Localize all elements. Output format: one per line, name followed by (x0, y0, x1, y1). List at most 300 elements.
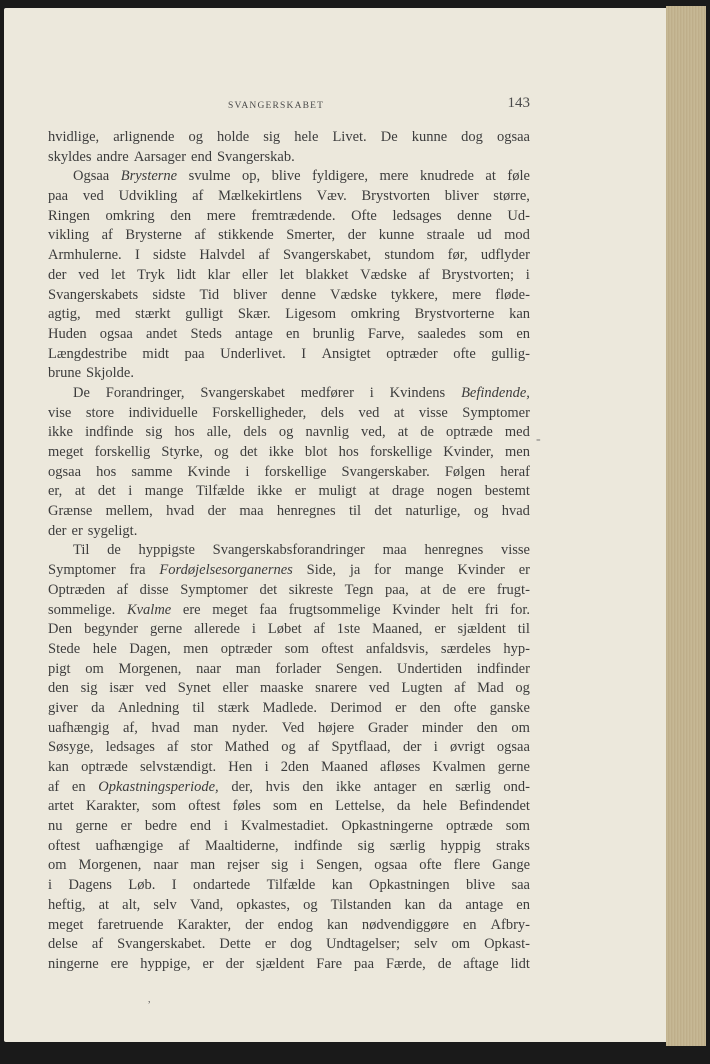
text-line (48, 325, 530, 345)
word: selv (153, 896, 177, 913)
word: I (171, 877, 177, 894)
word: brune (48, 365, 82, 382)
word: paa (353, 955, 375, 972)
word: blive (271, 168, 301, 185)
word: Sengen, (316, 857, 363, 874)
word: er, (48, 483, 63, 500)
word: dog (461, 129, 483, 145)
word: ved (368, 680, 390, 697)
text-line (48, 522, 530, 542)
word: de (107, 542, 121, 559)
word: fløde- (495, 286, 530, 303)
word: at (485, 168, 496, 185)
word: Tilfælde (196, 483, 245, 500)
word: sidste (153, 247, 187, 264)
word: optræde (81, 759, 128, 775)
word: allerede (194, 621, 240, 638)
word: hele (422, 798, 447, 815)
word: Stede (48, 640, 81, 657)
word: fra (129, 562, 146, 579)
word: frugtsommelige (288, 601, 381, 618)
word: naar (196, 660, 222, 677)
word: Kvindens (389, 384, 446, 401)
word: kunne (378, 227, 415, 244)
word: eller (222, 680, 249, 697)
word: Farve, (367, 325, 405, 342)
word: den (48, 680, 69, 697)
word: Styrke, (161, 444, 203, 460)
word: Opkastningen (369, 877, 450, 894)
word: Forskelligheder, (212, 404, 307, 421)
word: omkring (105, 207, 155, 224)
word: Derimod (330, 699, 382, 716)
text-line (48, 502, 530, 522)
word: visse (500, 542, 530, 559)
text-line (48, 423, 530, 443)
word: indfinde (293, 837, 343, 854)
word: er (518, 562, 530, 579)
word: gulligt (185, 306, 224, 323)
word: nødvendiggøre (361, 916, 449, 933)
word: sig (357, 837, 375, 854)
word: Huden (48, 325, 87, 342)
word: som (479, 325, 504, 342)
word: hos (338, 444, 359, 460)
word: ere (110, 955, 129, 972)
word: og (473, 503, 489, 520)
word: de (437, 955, 452, 972)
word: Halvdel (199, 247, 246, 264)
word: er (294, 483, 306, 500)
word: Afbry- (490, 916, 530, 933)
word: op, (241, 168, 261, 185)
word: at (368, 483, 380, 500)
word: Madlede. (262, 699, 317, 716)
text-line (48, 876, 530, 896)
word: Svangerskabet (200, 384, 285, 401)
word: at (98, 896, 110, 913)
word: straks (496, 837, 530, 854)
word: ikke (257, 483, 283, 500)
word: da (438, 896, 453, 913)
word: Ligesom (285, 306, 336, 323)
italic-word: Befindende, (461, 384, 530, 401)
text-line (48, 955, 530, 975)
word: andre (96, 148, 129, 165)
word: en (309, 798, 323, 815)
text-line (48, 679, 530, 699)
text-line (48, 856, 530, 876)
word: forskellige (264, 463, 327, 480)
word: er (395, 699, 407, 716)
word: kan (327, 916, 348, 933)
word: I (134, 247, 140, 264)
word: hyppigste (138, 542, 195, 559)
word: Grænse (48, 503, 93, 520)
word: Gange (492, 857, 530, 874)
word: ere (182, 601, 201, 618)
word: Opkast- (484, 936, 530, 953)
word: indfinder (476, 660, 530, 677)
word: Fare (316, 955, 343, 972)
word: ofte (453, 699, 477, 716)
word: Karakter, (85, 798, 140, 815)
word: hos (174, 424, 195, 441)
word: Udvikling (118, 188, 178, 205)
text-line (48, 148, 530, 168)
word: Færde, (385, 955, 426, 972)
word: let (110, 266, 126, 283)
word: om (511, 719, 530, 736)
word: Svangerskabets (48, 286, 139, 303)
word: fyldigere, (312, 168, 369, 185)
text-line (48, 758, 530, 778)
text-line (48, 797, 530, 817)
word: i (251, 621, 256, 638)
word: sjældent (457, 621, 506, 638)
word: er (202, 955, 214, 972)
word: men (183, 640, 209, 657)
word: heftig, (48, 896, 86, 913)
italic-word: Kvalme (126, 601, 172, 618)
word: af (167, 739, 179, 756)
word: hyppige, (140, 955, 191, 972)
word: især (109, 680, 134, 697)
word: Ved (281, 719, 305, 736)
word: paa (48, 188, 69, 205)
text-line (48, 345, 530, 365)
word: maa (239, 503, 264, 520)
word: opkastes, (236, 896, 290, 913)
word: Vædske (330, 286, 377, 303)
word: Brystvorterne (414, 306, 495, 323)
word: arlignende (113, 129, 175, 145)
word: bliver (233, 286, 268, 303)
word: at (420, 581, 431, 598)
word: midt (142, 345, 170, 362)
body-text (48, 128, 530, 975)
word: Ogsaa (73, 168, 110, 185)
word: udflyder (480, 247, 530, 264)
word: hos (96, 463, 117, 480)
word: af (91, 936, 104, 953)
word: eller (241, 266, 268, 283)
word: den (476, 719, 498, 736)
text-line (48, 305, 530, 325)
word: de (420, 424, 434, 441)
word: paa (184, 345, 205, 362)
word: stærk (217, 699, 250, 716)
word: ikke (268, 444, 294, 460)
word: dels (243, 424, 267, 441)
word: man (193, 719, 219, 736)
word: af (418, 266, 430, 283)
text-line (48, 443, 530, 463)
word: Undtagelser; (325, 936, 401, 953)
word: ja (349, 562, 361, 579)
word: nu (48, 818, 63, 835)
word: store (85, 404, 114, 421)
word: i (525, 266, 530, 283)
word: Skær. (237, 306, 271, 323)
word: kan (509, 306, 530, 323)
word: maaske (259, 680, 304, 697)
word: som (284, 640, 309, 657)
word: som (151, 798, 177, 815)
word: selv (414, 936, 438, 953)
word: hvad (501, 503, 530, 520)
word: men (505, 444, 530, 460)
word: af (116, 581, 129, 598)
word: af (194, 227, 206, 244)
word: med (504, 424, 530, 441)
word: forlader (275, 660, 322, 677)
word: skyldes (48, 148, 92, 165)
word: Tryk (137, 266, 165, 283)
word: og (278, 424, 294, 441)
word: højere (317, 719, 355, 736)
text-line (48, 128, 530, 148)
word: der (245, 916, 264, 933)
word: Aarsager (133, 148, 187, 165)
text-line (48, 541, 530, 561)
word: der (402, 739, 422, 756)
word: minder (421, 719, 463, 736)
word: før, (447, 247, 468, 264)
word: Svangerskab. (216, 148, 295, 165)
text-line (48, 935, 530, 955)
word: nogen (436, 483, 473, 500)
word: Mad (477, 680, 504, 697)
word: navnlig (305, 424, 349, 441)
word: De (380, 129, 398, 145)
word: meget (48, 444, 84, 460)
word: giver (48, 699, 78, 716)
word: bedre (144, 818, 178, 835)
word: forskellige (370, 444, 433, 460)
word: særlig (455, 778, 491, 795)
word: bestemt (484, 483, 530, 500)
word: er (120, 818, 132, 835)
word: gullig- (491, 345, 530, 362)
word: lidt (510, 955, 530, 972)
text-line (48, 620, 530, 640)
word: ud (477, 227, 492, 244)
word: den (419, 699, 441, 716)
word: 2den (280, 759, 309, 775)
word: 1ste (336, 621, 361, 638)
word: der (48, 522, 67, 539)
word: snarere (315, 680, 358, 697)
word: afløses (379, 759, 421, 775)
word: Symptomer (180, 581, 248, 598)
text-line (48, 738, 530, 758)
word: dels (320, 404, 345, 421)
word: ogsaa (99, 325, 133, 342)
word: Vædske (360, 266, 407, 283)
word: ved, (361, 424, 386, 441)
word: man (235, 660, 261, 677)
word: lidt (176, 266, 196, 283)
word: anfaldsvis, (366, 640, 429, 657)
word: det (374, 503, 393, 520)
word: meget (212, 601, 248, 618)
word: til (348, 503, 362, 520)
word: Dette (219, 936, 251, 953)
word: der (207, 503, 227, 520)
word: oftest (188, 798, 221, 815)
word: da (396, 798, 411, 815)
word: Skjolde. (86, 365, 134, 382)
word: af (192, 188, 204, 205)
word: end (191, 148, 212, 165)
word: alt, (122, 896, 141, 913)
word: klar (207, 266, 231, 283)
text-line (48, 246, 530, 266)
italic-word: Fordøjelsesorganernes (159, 562, 293, 579)
word: hvad (151, 719, 180, 736)
word: en (71, 778, 86, 795)
word: optræder (220, 640, 273, 657)
word: Væv. (316, 188, 347, 205)
word: blive (466, 877, 496, 894)
word: ved (358, 404, 380, 421)
word: aftage (463, 955, 499, 972)
word: i (223, 818, 228, 835)
word: som (505, 818, 530, 835)
word: uafhængige (95, 837, 164, 854)
word: knudrede (419, 168, 474, 185)
word: og (214, 444, 229, 460)
word: maa (382, 542, 407, 559)
word: blot (304, 444, 328, 460)
word: meget (48, 916, 84, 933)
text-line (48, 187, 530, 207)
word: Den (48, 621, 73, 638)
word: man (190, 857, 216, 874)
word: de (442, 581, 457, 598)
word: sommelige. (48, 601, 116, 618)
word: af (101, 227, 113, 244)
word: Kvinde (187, 463, 231, 480)
word: det (259, 581, 278, 598)
word: ondartede (193, 877, 251, 894)
word: samme (131, 463, 173, 480)
word: stor (190, 739, 213, 756)
word: De (73, 384, 90, 401)
word: Til (73, 542, 90, 559)
word: Livet. (332, 129, 367, 145)
word: visse (418, 404, 448, 421)
word: Dagens (68, 877, 112, 894)
word: Brysterne (125, 227, 182, 244)
word: om (85, 660, 104, 677)
word: Befindendet (459, 798, 530, 815)
word: endog (277, 916, 314, 933)
word: ledsages (105, 739, 155, 756)
word: der (347, 227, 367, 244)
word: Tilfælde (266, 877, 316, 894)
word: faa (259, 601, 278, 618)
word: for (374, 562, 392, 579)
word: at (393, 404, 405, 421)
text-line (48, 286, 530, 306)
word: Grader (367, 719, 409, 736)
word: Tegn (344, 581, 374, 598)
word: Anledning (118, 699, 180, 716)
word: faretruende (97, 916, 164, 933)
word: ved (78, 266, 100, 283)
word: gerne (497, 759, 530, 775)
word: holde (217, 129, 250, 145)
word: ofte (419, 857, 442, 874)
word: mange (404, 562, 444, 579)
word: saa (511, 877, 530, 894)
word: kan (48, 759, 69, 775)
word: straale (426, 227, 465, 244)
word: sikreste (288, 581, 334, 598)
word: med (95, 306, 121, 323)
word: det (239, 444, 258, 460)
word: sig (145, 424, 163, 441)
text-line (48, 719, 530, 739)
text-line (48, 640, 530, 660)
word: er (264, 936, 277, 953)
margin-mark: - (536, 432, 541, 447)
word: kan (331, 877, 353, 894)
word: der (225, 955, 245, 972)
word: ved (82, 188, 104, 205)
word: naar (153, 857, 179, 874)
word: ledsages (392, 207, 442, 224)
word: Underlivet. (220, 345, 286, 362)
word: optræde (446, 818, 493, 835)
word: selvstændigt. (139, 759, 217, 775)
word: som (272, 798, 298, 815)
word: medfører (300, 384, 354, 401)
word: vikling (48, 227, 90, 244)
stray-mark: , (148, 994, 151, 1005)
word: pigt (48, 660, 71, 677)
word: da (91, 699, 105, 716)
word: Mathed (224, 739, 269, 756)
word: en (428, 778, 443, 795)
word: Armhulerne. (48, 247, 122, 264)
word: stærkt (135, 306, 171, 323)
word: muligt (318, 483, 357, 500)
word: nyder. (232, 719, 268, 736)
word: ikke (48, 424, 73, 441)
word: saaledes (417, 325, 466, 342)
word: gerne (149, 621, 183, 638)
word: og (188, 129, 203, 145)
word: Svangerskabsforandringer (212, 542, 365, 559)
word: Følgen (444, 463, 486, 480)
word: større, (493, 188, 530, 205)
text-line (48, 226, 530, 246)
word: en (285, 325, 300, 342)
word: og (281, 739, 296, 756)
word: mellem, (105, 503, 153, 520)
word: sig (263, 129, 281, 145)
word: der (48, 266, 67, 283)
text-line (48, 660, 530, 680)
word: til (517, 621, 530, 638)
word: Tilstanden (330, 896, 392, 913)
word: Undertiden (396, 660, 463, 677)
text-line (48, 364, 530, 384)
text-line (48, 266, 530, 286)
